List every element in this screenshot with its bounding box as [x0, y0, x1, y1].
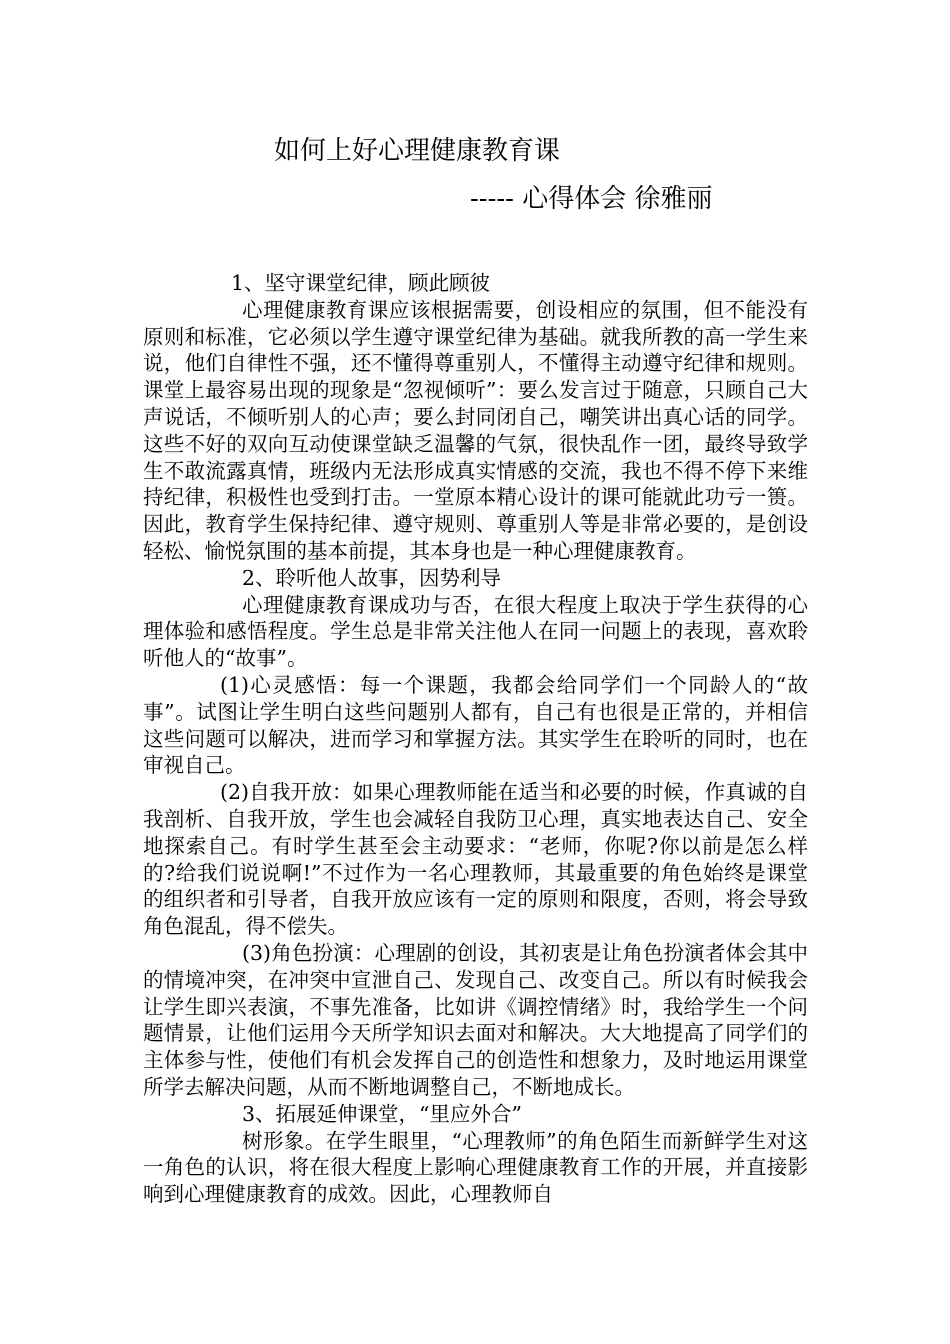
subsection-3: (3)角色扮演：心理剧的创设，其初衷是让角色扮演者体会其中的情境冲突，在冲突中宣泄自己、发现自己、改变自己。所以有时候我会让学生即兴表演，不事先准备，比如讲《调控情绪》时，我给学生一个问题情景，让他们运用今天所学知识去面对和解决。大大地提高了同学们的主体参与性，使他们有机会发挥自己的创造性和想象力，及时地运用课堂所学去解决问题，从而不断地调整自己，不断地成长。 [143, 940, 808, 1099]
document-body [143, 270, 808, 1208]
subsection-2: (2)自我开放：如果心理教师能在适当和必要的时候，作真诚的自我剖析、自我开放，学生也会减轻自我防卫心理，真实地表达自己、安全地探索自己。有时学生甚至会主动要求：“老师，你呢?你以前是怎么样的?给我们说说啊!”不过作为一名心理教师，其最重要的角色始终是课堂的组织者和引导者，自我开放应该有一定的原则和限度，否则，将会导致角色混乱，得不偿失。 [143, 780, 808, 939]
document-subtitle: ----- 心得体会 徐雅丽 [470, 184, 713, 214]
paragraph-2: 心理健康教育课成功与否，在很大程度上取决于学生获得的心理体验和感悟程度。学生总是非常关注他人在同一问题上的表现，喜欢聆听他人的“故事”。 [143, 592, 808, 671]
section-heading-1: 1、坚守课堂纪律，顾此顾彼 [231, 271, 491, 295]
subsection-1: (1)心灵感悟：每一个课题，我都会给同学们一个同龄人的“故事”。试图让学生明白这些问题别人都有，自己有也很是正常的，并相信这些问题可以解决，进而学习和掌握方法。其实学生在聆听的同时，也在审视自己。 [143, 672, 808, 778]
paragraph-3: 树形象。在学生眼里，“心理教师”的角色陌生而新鲜学生对这一角色的认识，将在很大程度上影响心理健康教育工作的开展，并直接影响到心理健康教育的成效。因此，心理教师自 [143, 1128, 808, 1207]
document-title: 如何上好心理健康教育课 [274, 136, 561, 166]
section-heading-3: 3、拓展延伸课堂，“里应外合” [242, 1101, 523, 1126]
section-heading-2: 2、聆听他人故事，因势利导 [242, 565, 502, 590]
paragraph-1: 心理健康教育课应该根据需要，创设相应的氛围，但不能没有原则和标准，它必须以学生遵守课堂纪律为基础。就我所教的高一学生来说，他们自律性不强，还不懂得尊重别人，不懂得主动遵守纪律和规则。课堂上最容易出现的现象是“忽视倾听”：要么发言过于随意，只顾自己大声说话，不倾听别人的心声；要么封同闭自己，嘲笑讲出真心话的同学。这些不好的双向互动使课堂缺乏温馨的气氛，很快乱作一团，最终导致学生不敢流露真情，班级内无法形成真实情感的交流，我也不得不停下来维持纪律，积极性也受到打击。一堂原本精心设计的课可能就此功亏一篑。因此，教育学生保持纪律、遵守规则、尊重别人等是非常必要的，是创设轻松、愉悦氛围的基本前提，其本身也是一种心理健康教育。 [143, 297, 808, 563]
